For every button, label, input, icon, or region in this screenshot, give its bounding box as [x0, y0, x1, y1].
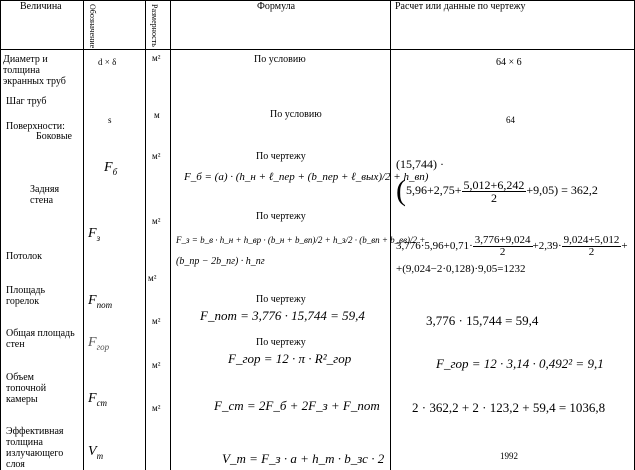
row-walls-formula-note: По чертежу [256, 337, 306, 348]
header-dimension: Размерность [150, 4, 159, 47]
row-walls-unit: м² [152, 360, 161, 370]
row-effective-calc: 1992 [500, 451, 518, 461]
row-volume-unit: м² [152, 403, 161, 413]
row-effective-formula: V_т = F_з · a + h_т · b_зс · 2 [222, 451, 385, 466]
row-volume-formula: F_ст = 2F_б + 2F_з + F_пот [214, 398, 380, 413]
row-side-formula: F_б = (a) · (h_н + ℓ_пер + (b_пер + ℓ_вых)/2 + h_вп) [184, 171, 429, 183]
header-quantity: Величина [20, 1, 62, 12]
row-diameter-label: Диаметр и толщина экранных труб [3, 54, 66, 87]
row-volume-symbol: $F_{ст}$ [88, 391, 108, 408]
header-divider [0, 49, 634, 50]
header-designation: Обозначение [88, 4, 97, 49]
row-burner-label: Площадь горелок [6, 285, 45, 307]
row-diameter-symbol: d × δ [98, 57, 117, 67]
row-rear-formula-line1: F_з = b_в · h_н + h_вр · (b_н + b_вп)/2 + h_з/2 · (b_вп + b_вв)/2 + [176, 235, 426, 245]
row-pitch-label: Шаг труб [6, 96, 47, 107]
row-diameter-unit: м² [152, 53, 161, 63]
column-divider-3 [170, 0, 171, 470]
row-burner-unit: м² [152, 316, 161, 326]
row-pitch-unit: м [154, 110, 160, 120]
row-side-calc-line1: (15,744) · [396, 157, 444, 171]
row-burner-formula: F_пот = 3,776 · 15,744 = 59,4 [200, 308, 365, 323]
table-border-top [0, 0, 634, 1]
row-rear-label: Задняя стена [30, 184, 60, 206]
row-diameter-formula: По условию [254, 54, 306, 65]
row-rear-calc-line1: 3,776·5,96+0,71· $\frac{3,776+9,024}{2}$ +2,39· $\frac{9,024+5,012}{2}$ + [396, 234, 628, 258]
row-ceiling-label: Потолок [6, 251, 43, 262]
column-divider-1 [83, 0, 84, 470]
row-rear-symbol: $F_з$ [88, 226, 101, 243]
row-rear-formula-note: По чертежу [256, 211, 306, 222]
row-rear-unit: м² [152, 216, 161, 226]
row-effective-symbol: $V_т$ [88, 444, 104, 461]
row-pitch-symbol: s [108, 115, 112, 125]
row-walls-label: Общая площадь стен [6, 328, 75, 350]
row-volume-calc: 2 · 362,2 + 2 · 123,2 + 59,4 = 1036,8 [412, 400, 606, 415]
row-diameter-calc: 64 × 6 [496, 57, 522, 68]
row-burner-symbol: $F_{пот}$ [88, 293, 113, 310]
row-surfaces-label: Поверхности: [6, 121, 65, 132]
row-walls-formula: F_гор = 12 · π · R²_гор [228, 351, 352, 366]
row-side-formula-note: По чертежу [256, 151, 306, 162]
row-burner-calc: 3,776 · 15,744 = 59,4 [426, 313, 539, 328]
header-calc: Расчет или данные по чертежу [395, 1, 526, 12]
row-ceiling-unit: м² [148, 273, 157, 283]
table-border-left [0, 0, 1, 470]
header-formula: Формула [257, 1, 296, 12]
row-pitch-formula: По условию [270, 109, 322, 120]
row-rear-formula-line2: (b_пр − 2b_пг) · h_пг [176, 256, 265, 267]
column-divider-2 [145, 0, 146, 470]
row-side-unit: м² [152, 151, 161, 161]
row-walls-calc: F_гор = 12 · 3,14 · 0,492² = 9,1 [436, 356, 604, 371]
row-pitch-calc: 64 [506, 115, 515, 125]
row-effective-label: Эффективная толщина излучающего слоя [6, 426, 64, 470]
row-volume-label: Объем топочной камеры [6, 372, 47, 405]
row-walls-symbol: $F_{гор}$ [88, 335, 110, 352]
row-side-symbol: $F_б$ [104, 160, 118, 177]
row-burner-formula-note: По чертежу [256, 294, 306, 305]
row-side-calc-line2: (5,96+2,75+ $\frac{5,012+6,242}{2}$ +9,05) = 362,2 [396, 174, 598, 207]
row-rear-calc-line2: +(9,024−2·0,128)·9,05=1232 [396, 263, 526, 275]
row-surfaces-sublabel: Боковые [36, 131, 72, 142]
